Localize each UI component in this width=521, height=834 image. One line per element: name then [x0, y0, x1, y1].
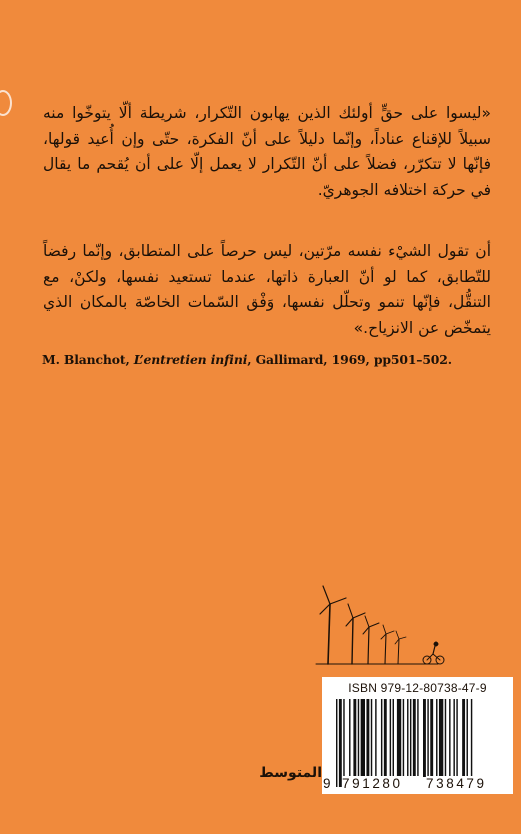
barcode-bar: [397, 699, 401, 777]
barcode-left-digits: 791280: [342, 776, 420, 792]
citation: [42, 352, 482, 367]
barcode-right-digits: 738479: [426, 776, 506, 792]
barcode-bar: [471, 699, 472, 787]
citation-rest: , Gallimard, 1969, pp501–502.: [247, 352, 452, 367]
barcode-first-digit: 9: [323, 776, 334, 791]
barcode-label: [322, 677, 513, 794]
barcode-bar: [462, 699, 465, 777]
barcode-bar: [445, 699, 446, 777]
barcode-bar: [358, 699, 359, 777]
barcode-bar: [343, 699, 344, 777]
barcode-bar: [381, 699, 382, 777]
windmills-cyclist-illustration: [306, 582, 456, 674]
barcode-bar: [390, 699, 391, 777]
barcode-bar: [336, 699, 337, 787]
citation-title: L’entretien infini: [133, 352, 248, 367]
barcode-bar: [371, 699, 372, 777]
barcode-bar: [427, 699, 428, 777]
publisher-logo-text: المتوسط: [259, 765, 322, 781]
barcode-bar: [423, 699, 426, 777]
barcode-bar: [361, 699, 365, 777]
barcode-bar: [410, 699, 411, 777]
barcode-bar: [349, 699, 350, 777]
barcode-bar: [417, 699, 418, 777]
isbn-number: ISBN 979-12-80738-47-9: [348, 681, 487, 695]
quote-paragraph-2: أن تقول الشيْء نفسه مرّتين، ليس حرصاً على المتطابق، وإنّما رفضاً للتّطابق، كما لو أنّ العبارة ذاتها، عندما تستعيد نفسها، ولكنْ، مع التنقُّل، فإنّها تنمو وتحلّل نفسها، وَفْق السّمات الخاصّة بالمكان الذي يتمخّض عن الانزياح.»: [43, 242, 491, 337]
barcode-bar: [375, 699, 376, 777]
barcode-bar: [393, 699, 394, 777]
barcode-bar: [407, 699, 408, 787]
barcode-bar: [453, 699, 454, 777]
barcode-bar: [456, 699, 457, 777]
barcode-bar: [430, 699, 433, 777]
quote-paragraph-1: «ليسوا على حقٍّ أولئك الذين يهابون التّكرار، شريطة ألّا يتوخّوا منه سبيلاً للإقناع عناداً، وإنّما دليلاً على أنّ الفكرة، حتّى وإن أُعيد قولها، فإنّها لا تتكرّر، فضلاً على أنّ التّكرار لا يعمل إلّا على أن يُقحم ما يقال في حركة اختلافه الجوهريّ.: [43, 104, 491, 199]
barcode-bar: [353, 699, 356, 777]
spine-edge-mark: [0, 90, 12, 116]
barcode-bar: [439, 699, 443, 777]
barcode-bar: [413, 699, 416, 777]
barcode-bar: [403, 699, 404, 787]
citation-author: M. Blanchot,: [42, 352, 134, 367]
barcode-bar: [449, 699, 450, 777]
barcode-bar: [467, 699, 468, 777]
barcode-bar: [384, 699, 387, 777]
barcode-bar: [366, 699, 369, 777]
barcode-bar: [436, 699, 437, 777]
barcode-bar: [339, 699, 342, 787]
